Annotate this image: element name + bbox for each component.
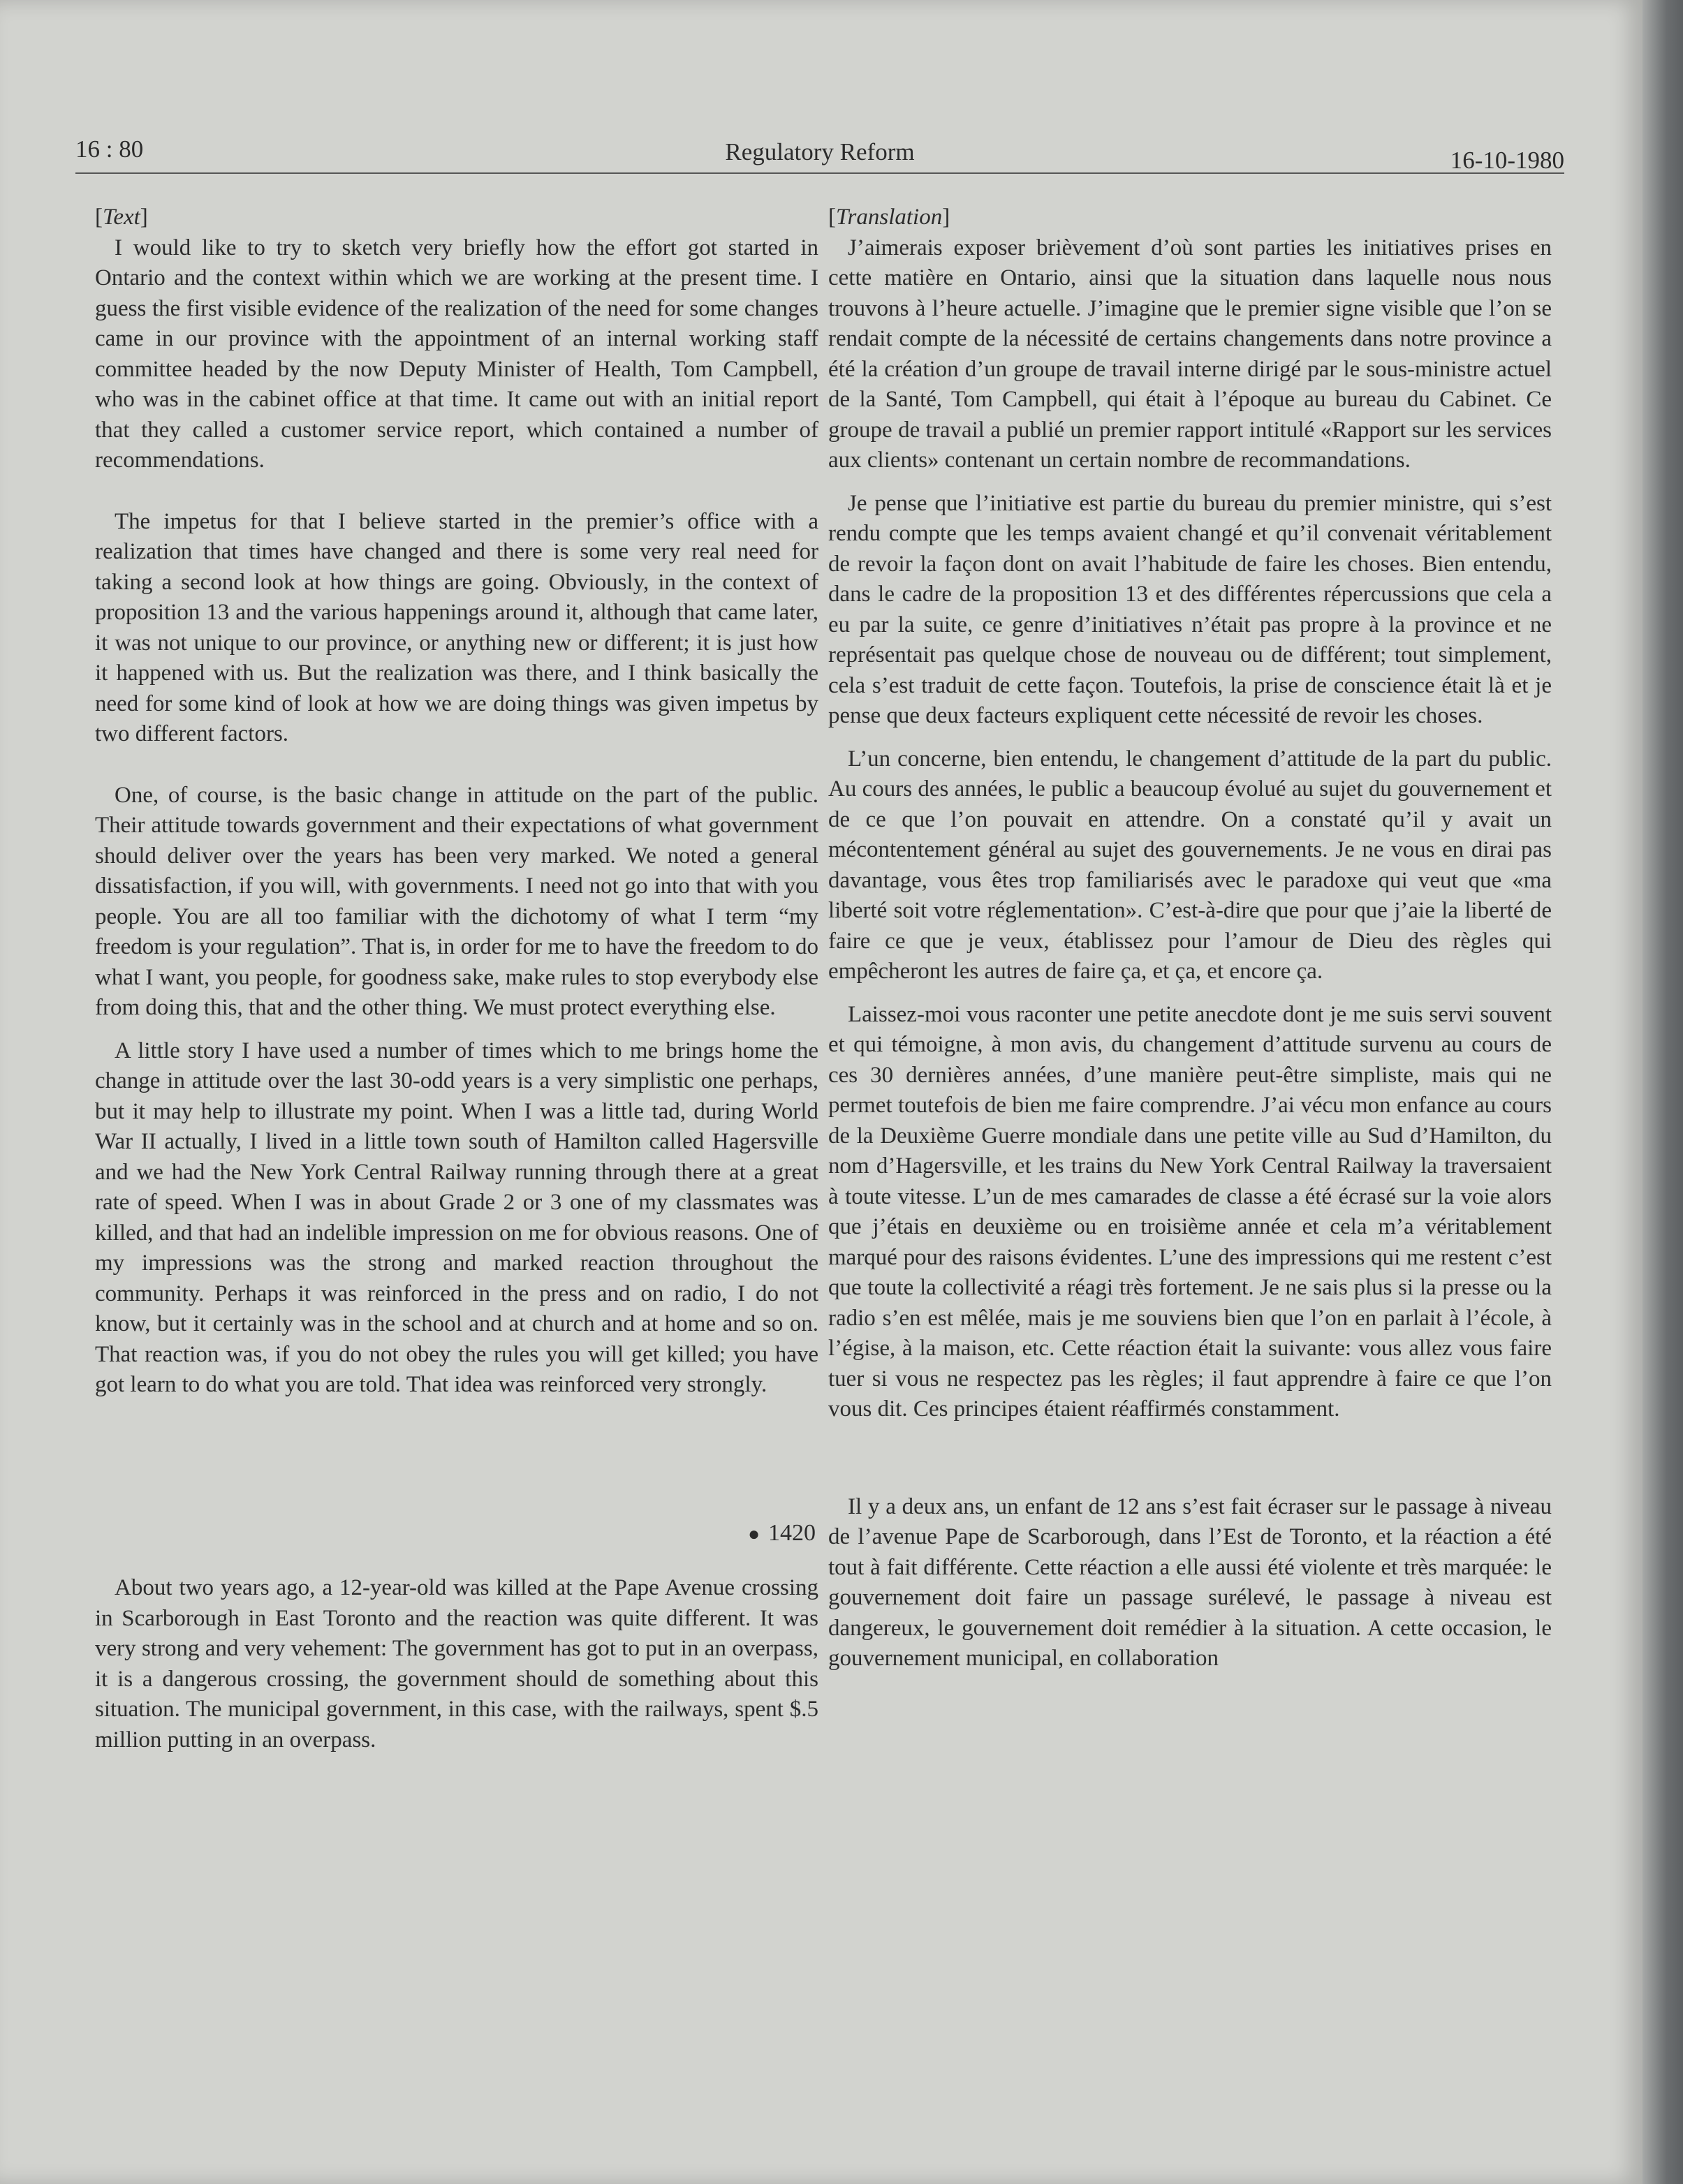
- english-paragraph: The impetus for that I believe started in the premier’s office with a realization that times have changed and there is some very real need for taking a second look at how things are going. Obviously, in the context of proposition 13 and the various happenings around it, although that came later, it was not unique to our province, or anything new or different; it is just how it happened with us. But the realization was there, and I think basically the need for some kind of look at how we are doing things was given impetus by two different factors.: [95, 508, 818, 746]
- french-column: [828, 202, 1552, 1674]
- english-paragraph: One, of course, is the basic change in attitude on the part of the public. Their attitude towards government and their expectations of what government should deliver over the years has been very marked. We noted a general dissatisfaction, if you will, with governments. I need not go into that with you people. You are all too familiar with the dichotomy of what I term “my freedom is your regulation”. That is, in order for me to have the freedom to do what I want, you people, for goodness sake, make rules to stop everybody else from doing this, that and the other thing. We must protect everything else.: [95, 782, 818, 1020]
- header-date: 16-10-1980: [1450, 147, 1564, 174]
- french-paragraph: Je pense que l’initiative est partie du bureau du premier ministre, qui s’est rendu compte que les temps avaient changé et qu’il convenait véritablement de revoir la façon dont on avait l’habitude de faire les choses. Bien entendu, dans le cadre de la proposition 13 et des différentes répercussions que cela a eu par la suite, ce genre d’initiatives n’était pas propre à la province et ne représentait pas quelque chose de nouveau ou de différent; tout simplement, cela s’est traduit de cette façon. Toutefois, la prise de conscience était là et je pense que deux facteurs expliquent cette nécessité de revoir les choses.: [828, 490, 1552, 728]
- english-paragraph: I would like to try to sketch very briefly how the effort got started in Ontario and the context within which we are working at the present time. I guess the first visible evidence of the realization of the need for some changes came in our province with the appointment of an internal working staff committee headed by the now Deputy Minister of Health, Tom Campbell, who was in the cabinet office at that time. It came out with an initial report that they called a customer service report, which contained a number of recommendations.: [95, 235, 818, 473]
- page-header: [75, 133, 1564, 175]
- french-paragraph: J’aimerais exposer brièvement d’où sont parties les initiatives prises en cette matière en Ontario, ainsi que la situation dans laquelle nous nous trouvons à l’heure actuelle. J’imagine que le premier signe visible que l’on se rendait compte de la nécessité de certains changements dans notre province a été la création d’un groupe de travail interne dirigé par le sous-ministre actuel de la Santé, Tom Campbell, qui était à l’époque au bureau du Cabinet. Ce groupe de travail a publié un premier rapport intitulé «Rapport sur les services aux clients» contenant un certain nombre de recommandations.: [828, 235, 1552, 473]
- time-marker: ● 1420: [748, 1519, 816, 1546]
- section-label-text: [Text]: [95, 205, 148, 230]
- french-paragraph: Laissez-moi vous raconter une petite anecdote dont je me suis servi souvent et qui témoigne, à mon avis, du changement d’attitude survenu au cours de ces 30 dernières années, d’une manière peut-être simpliste, mais qui ne permet toutefois de bien me faire comprendre. J’ai vécu mon enfance au cours de la Deuxième Guerre mondiale dans une petite ville au Sud d’Hamilton, du nom d’Hagersville, et les trains du New York Central Railway la traversaient à toute vitesse. L’un de mes camarades de classe a été écrasé sur la voie alors que j’étais en deuxième ou en troisième année et cela m’a véritablement marqué pour des raisons évidentes. L’une des impressions qui me restent c’est que toute la collectivité a réagi très fortement. Je ne sais plus si la presse ou la radio s’en est mêlée, mais je me souviens bien que l’on en parlait à l’école, à l’égise, à la maison, etc. Cette réaction était la suivante: vous allez vous faire tuer si vous ne respectez pas les règles; il faut apprendre à faire ce que l’on vous dit. Ces principes étaient réaffirmés constamment.: [828, 1001, 1552, 1422]
- running-title: Regulatory Reform: [725, 138, 915, 165]
- english-paragraph: About two years ago, a 12-year-old was killed at the Pape Avenue crossing in Scarborough in East Toronto and the reaction was quite different. It was very strong and very vehement: The government has got to put in an overpass, it is a dangerous crossing, the government should de something about this situation. The municipal government, in this case, with the railways, spent $.5 million putting in an overpass.: [95, 1575, 818, 1753]
- label-translation: Translation: [836, 205, 943, 230]
- book-spine-shadow: [1642, 0, 1683, 2184]
- english-paragraph: A little story I have used a number of times which to me brings home the change in attitude over the last 30-odd years is a very simplistic one perhaps, but it may help to illustrate my point. When I was a little tad, during World War II actually, I lived in a little town south of Hamilton called Hagersville and we had the New York Central Railway running through there at a great rate of speed. When I was in about Grade 2 or 3 one of my classmates was killed, and that had an indelible impression on me for obvious reasons. One of my impressions was the strong and marked reaction throughout the community. Perhaps it was reinforced in the press and on radio, I do not know, but it certainly was in the school and at church and at home and so on. That reaction was, if you do not obey the rules you will get killed; you have got learn to do what you are told. That idea was reinforced very strongly.: [95, 1038, 818, 1397]
- section-label-translation: [Translation]: [828, 205, 950, 230]
- page-number: 16 : 80: [75, 135, 144, 163]
- french-paragraph: Il y a deux ans, un enfant de 12 ans s’est fait écraser sur le passage à niveau de l’avenue Pape de Scarborough, dans l’Est de Toronto, et la réaction a été tout à fait différente. Cette réaction a elle aussi été violente et très marquée: le gouvernement doit faire un passage surélevé, le passage à niveau est dangereux, le gouvernement doit remédier à la situation. A cette occasion, le gouvernement municipal, en collaboration: [828, 1493, 1552, 1671]
- bullet-icon: ●: [748, 1523, 760, 1545]
- label-text: Text: [103, 205, 140, 230]
- french-paragraph: L’un concerne, bien entendu, le changement d’attitude de la part du public. Au cours des années, le public a beaucoup évolué au sujet du gouvernement et de ce que l’on pouvait en attendre. On a constaté qu’il y avait un mécontentement général au sujet des gouvernements. Je ne vous en dirai pas davantage, vous êtes trop familiarisés avec le paradoxe qui veut que «ma liberté soit votre réglementation». C’est-à-dire que pour que j’aie la liberté de faire ce que je veux, établissez pour l’amour de Dieu des règles qui empêcheront les autres de faire ça, et ça, et encore ça.: [828, 746, 1552, 984]
- header-rule: [75, 172, 1564, 174]
- english-column: [95, 202, 818, 1755]
